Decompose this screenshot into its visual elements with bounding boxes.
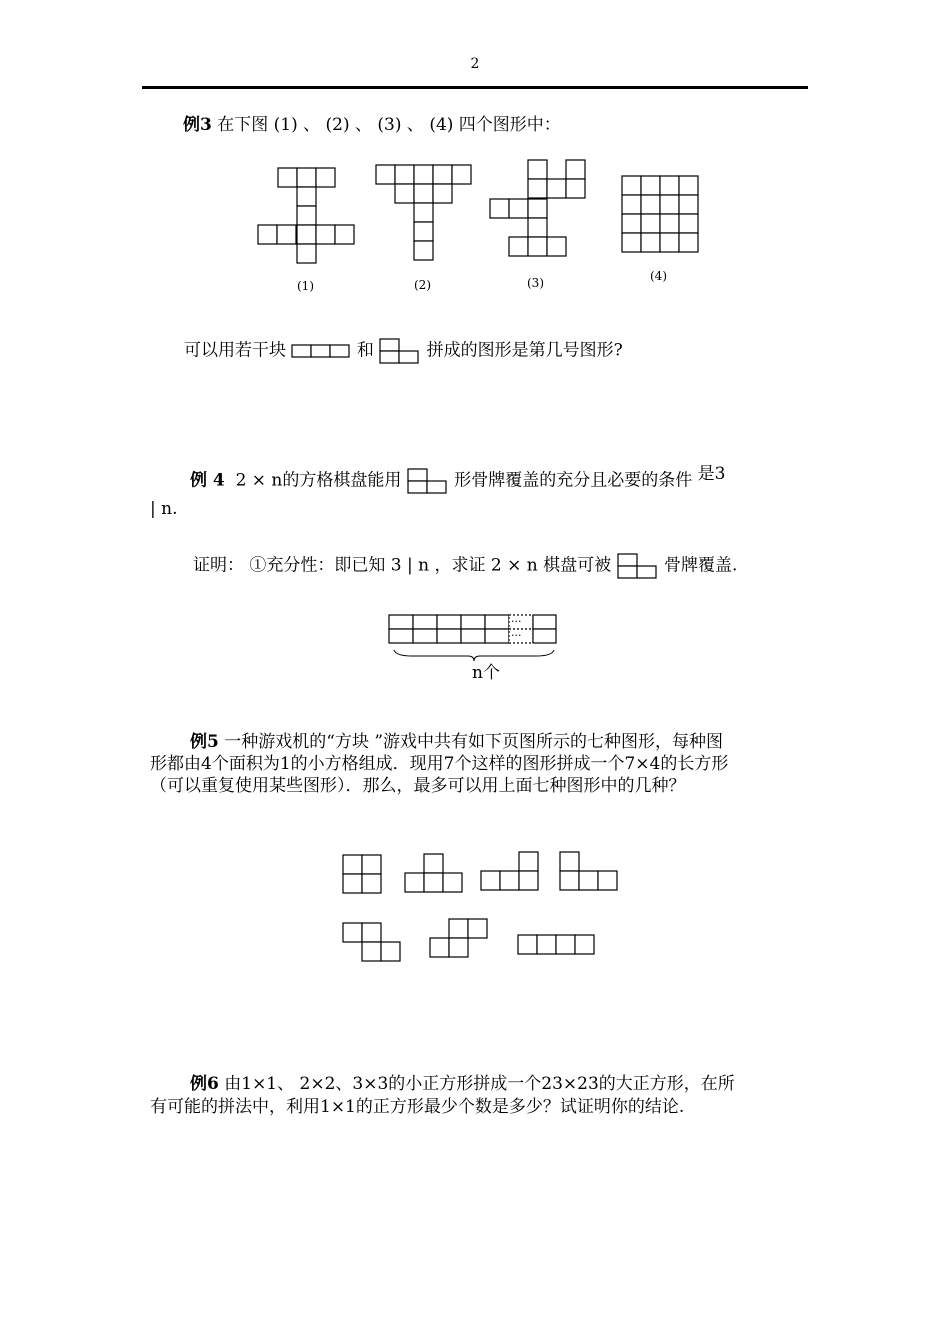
board-ellipsis-bottom: ··· (511, 629, 522, 642)
ex3-question-part-b: 和 (356, 340, 374, 361)
ex3-figure-4 (621, 175, 701, 255)
ex3-figure-3 (488, 159, 588, 261)
ex3-caption-2: (2) (414, 278, 431, 292)
ex3-question-part-a: 可以用若干块 (184, 340, 286, 361)
tetromino-s (429, 918, 491, 960)
ex3-caption-3: (3) (527, 276, 544, 290)
ex4-statement-line-2: | n. (150, 499, 178, 519)
ex3-figure-2 (375, 164, 475, 264)
ex4-proof-part-a: 证明： ①充分性：即已知 3 | n ，求证 2 × n 棋盘可被 (193, 555, 612, 576)
straight-tromino-shape (291, 344, 351, 358)
ex3-figure-1 (256, 167, 356, 267)
ex3-question-part-c: 拼成的图形是第几号图形? (426, 340, 623, 361)
header-rule (142, 86, 808, 89)
page-number: 2 (470, 56, 480, 72)
ex4-proof-part-b: 骨牌覆盖. (663, 555, 738, 576)
example-5-line-3: （可以重复使用某些图形）．那么，最多可以用上面七种图形中的几种？ (150, 776, 686, 796)
ex3-caption-1: (1) (297, 279, 314, 293)
board-brace (392, 648, 556, 662)
tetromino-l (480, 851, 542, 893)
example-3-label: 例3 (183, 115, 212, 135)
tetromino-j (559, 851, 621, 893)
example-5-label: 例5 (190, 732, 219, 752)
brace-label: n个 (472, 663, 500, 683)
tetromino-i (517, 934, 599, 958)
example-6-line-1 (190, 1073, 735, 1095)
example-6-label: 例6 (190, 1074, 219, 1094)
board-ellipsis-top: ··· (511, 615, 522, 628)
example-4-proof (193, 553, 737, 579)
ex4-statement-part-b: 形骨牌覆盖的充分且必要的条件 (454, 470, 693, 491)
example-3-question (184, 338, 623, 364)
l-tromino-shape (379, 338, 421, 364)
ex3-caption-4: (4) (650, 269, 667, 283)
ex6-line-1-text: 由1×1、 2×2、3×3的小正方形拼成一个23×23的大正方形，在所 (224, 1074, 735, 1094)
example-3-intro-text: 在下图 (1) 、 (2) 、 (3) 、 (4) 四个图形中： (217, 115, 561, 135)
example-4-statement (190, 463, 726, 494)
example-5-line-2: 形都由4个面积为1的小方格组成．现用7个这样的图形拼成一个7×4的长方形 (150, 754, 729, 774)
ex4-statement-part-a: 2 × n的方格棋盘能用 (235, 470, 402, 491)
tetromino-t (404, 853, 466, 895)
ex4-statement-part-c: 是3 (697, 463, 726, 484)
tetromino-z (342, 922, 404, 964)
l-tromino-shape (407, 468, 449, 494)
tetromino-square (342, 854, 384, 896)
example-5-line-1 (190, 731, 723, 753)
l-tromino-shape (617, 553, 659, 579)
example-6-line-2: 有可能的拼法中，利用1×1的正方形最少个数是多少？试证明你的结论. (150, 1097, 685, 1117)
example-3-intro (183, 114, 561, 136)
ex4-2xn-board (388, 614, 558, 646)
example-4-label: 例 4 (190, 470, 225, 491)
ex5-line-1-text: 一种游戏机的“方块 ”游戏中共有如下页图所示的七种图形，每种图 (224, 732, 724, 752)
